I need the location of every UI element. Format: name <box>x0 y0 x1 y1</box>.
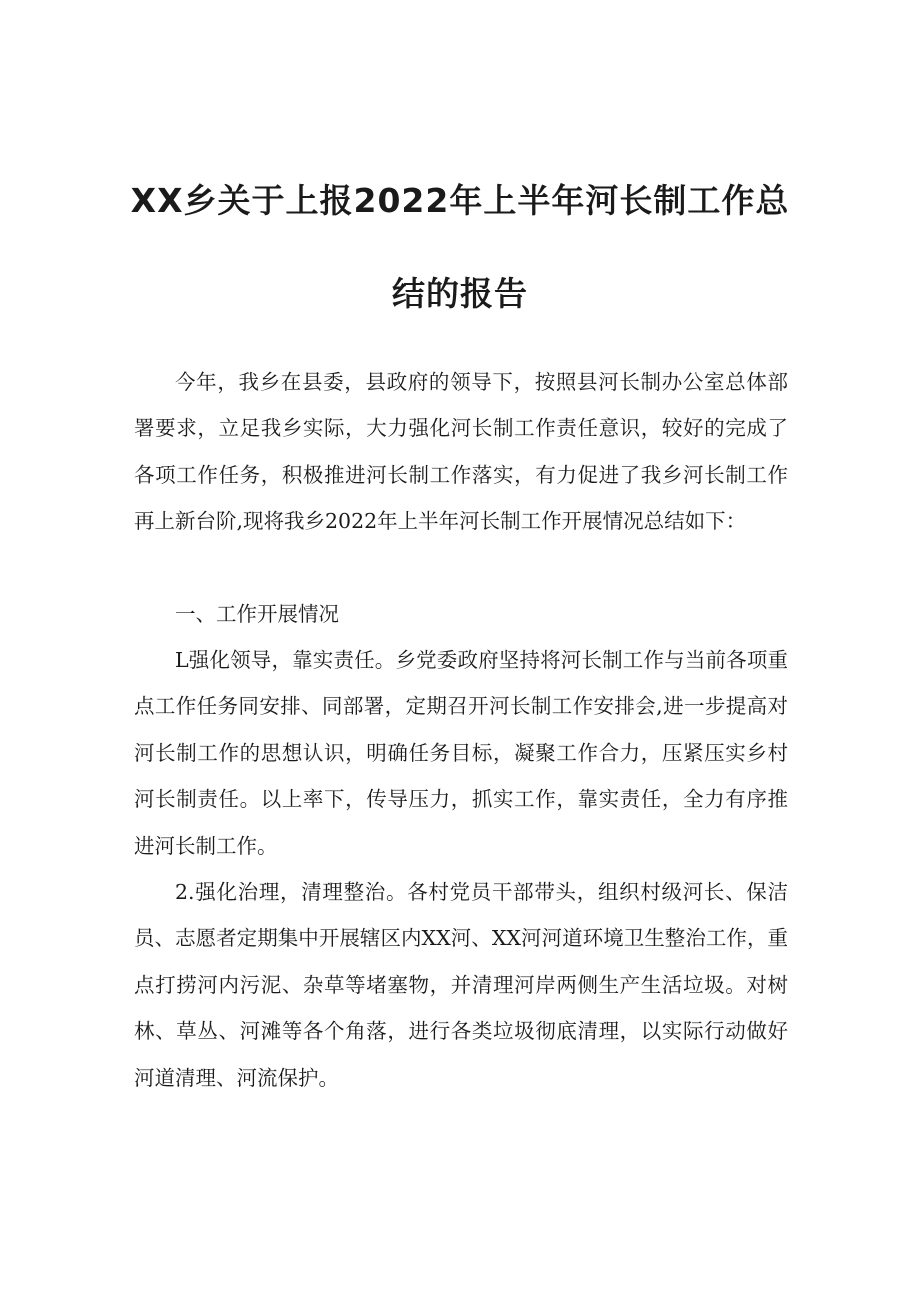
document-title-line-2: 结的报告 <box>392 274 528 313</box>
item-2-paragraph: 2.强化治理，清理整治。各村党员干部带头，组织村级河长、保洁员、志愿者定期集中开展辖区内XX河、XX河河道环境卫生整治工作，重点打捞河内污泥、杂草等堵塞物，并清理河岸两侧生产生活垃圾。对树林、草丛、河滩等各个角落，进行各类垃圾彻底清理，以实际行动做好河道清理、河流保护。 <box>134 880 788 1090</box>
section-heading: 一、工作开展情况 <box>175 602 339 626</box>
item-1-paragraph: L强化领导，靠实责任。乡党委政府坚持将河长制工作与当前各项重点工作任务同安排、同部署，定期召开河长制工作安排会,进一步提高对河长制工作的思想认识，明确任务目标，凝聚工作合力，压紧压实乡村河长制责任。以上率下，传导压力，抓实工作，靠实责任，全力有序推进河长制工作。 <box>134 648 788 858</box>
document-title-line-1: XX乡关于上报2022年上半年河长制工作总 <box>130 181 790 220</box>
intro-paragraph: 今年，我乡在县委，县政府的领导下，按照县河长制办公室总体部署要求，立足我乡实际，大力强化河长制工作责任意识，较好的完成了各项工作任务，积极推进河长制工作落实，有力促进了我乡河长制工作再上新台阶,现将我乡2022年上半年河长制工作开展情况总结如下： <box>134 370 788 534</box>
